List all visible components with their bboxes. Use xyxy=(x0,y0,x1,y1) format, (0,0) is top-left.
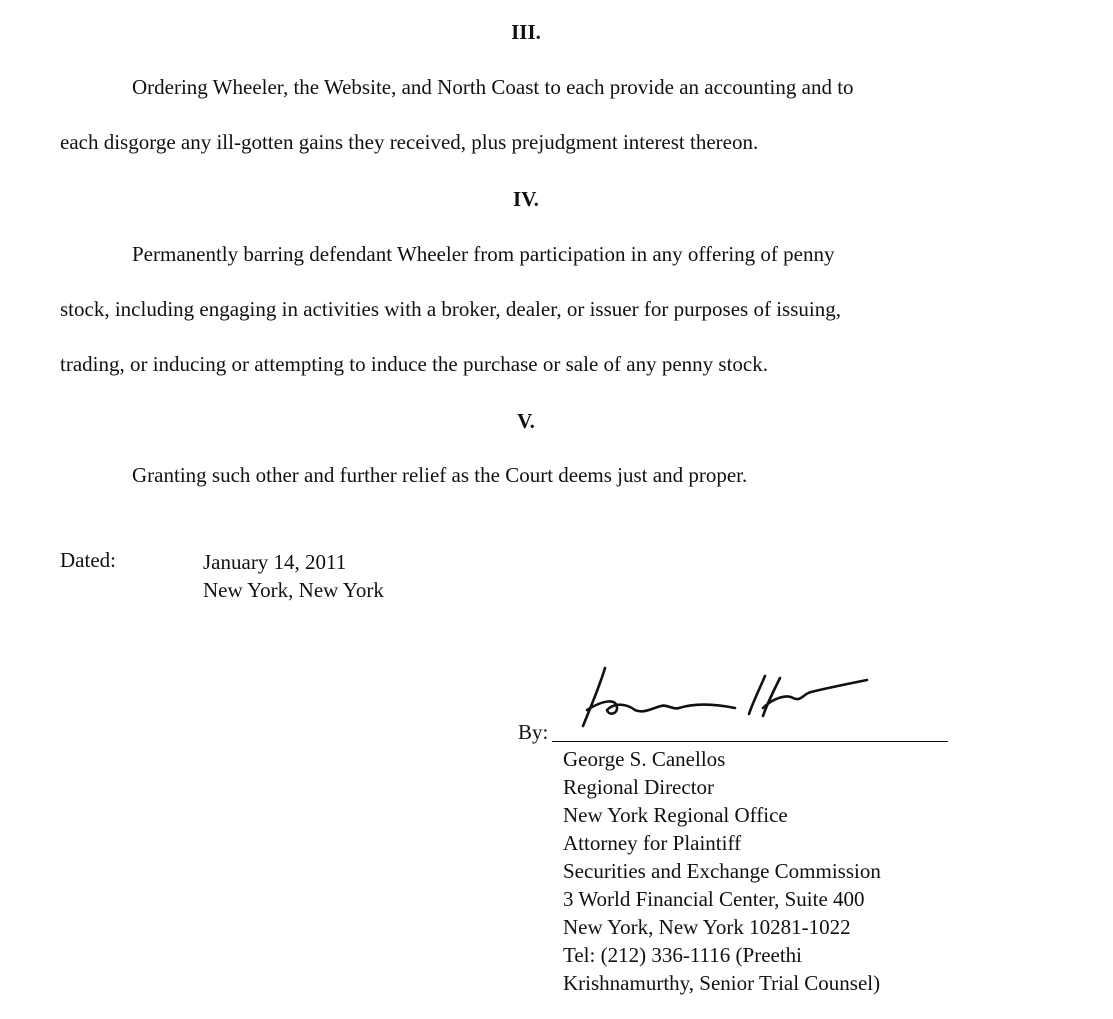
signer-address-line-1: 3 World Financial Center, Suite 400 xyxy=(563,887,865,911)
section-heading-iii: III. xyxy=(511,20,541,44)
section-iv-line-3: trading, or inducing or attempting to induce the purchase or sale of any penny stock. xyxy=(60,352,768,376)
signer-name: George S. Canellos xyxy=(563,747,726,771)
signer-address-line-2: New York, New York 10281-1022 xyxy=(563,915,851,939)
dated-date: January 14, 2011 xyxy=(203,550,347,574)
signer-agency: Securities and Exchange Commission xyxy=(563,859,881,883)
section-iv-line-2: stock, including engaging in activities with a broker, dealer, or issuer for purposes of issuing, xyxy=(60,297,841,321)
section-heading-iv: IV. xyxy=(513,187,539,211)
signer-role: Attorney for Plaintiff xyxy=(563,831,742,855)
section-heading-v: V. xyxy=(517,409,535,433)
section-v-line-1: Granting such other and further relief as the Court deems just and proper. xyxy=(132,463,748,487)
signer-contact: Krishnamurthy, Senior Trial Counsel) xyxy=(563,971,881,995)
signer-office: New York Regional Office xyxy=(563,803,788,827)
dated-block xyxy=(203,548,384,604)
by-label: By: xyxy=(518,720,549,744)
signature-line xyxy=(552,741,948,742)
section-iii-line-2: each disgorge any ill-gotten gains they received, plus prejudgment interest thereon. xyxy=(60,130,759,154)
handwritten-signature xyxy=(575,648,885,738)
section-iv-line-1: Permanently barring defendant Wheeler from participation in any offering of penny xyxy=(132,242,835,266)
signer-phone: Tel: (212) 336-1116 (Preethi xyxy=(563,943,802,967)
dated-place: New York, New York xyxy=(203,578,384,602)
signature-block xyxy=(563,745,881,997)
section-iii-line-1: Ordering Wheeler, the Website, and North Coast to each provide an accounting and to xyxy=(132,75,854,99)
signer-title: Regional Director xyxy=(563,775,715,799)
dated-label: Dated: xyxy=(60,548,116,572)
